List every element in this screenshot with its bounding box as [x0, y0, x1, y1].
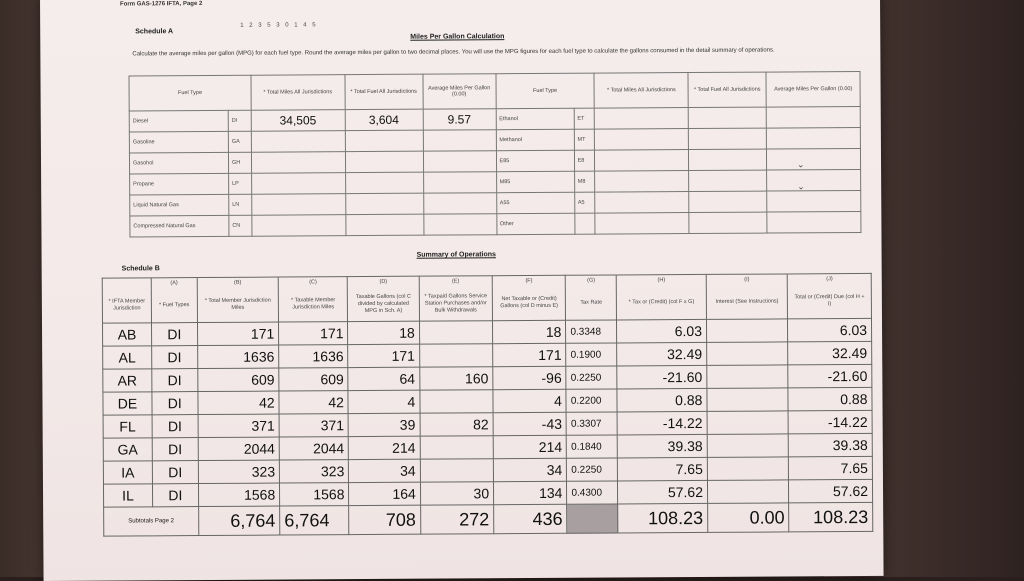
tax-rate-cell: 0.1900	[566, 343, 617, 366]
col-letter: (G)	[566, 275, 617, 286]
mpg-row	[130, 211, 861, 236]
fuel-name-right: M85	[496, 171, 574, 192]
tax-cell[interactable]: -14.22	[617, 411, 707, 435]
avg-mpg-input-right[interactable]	[767, 169, 861, 191]
col-letter: (E)	[419, 276, 492, 287]
total-fuel-input[interactable]	[345, 214, 423, 235]
subtotals-row	[104, 502, 873, 536]
total-due-cell[interactable]: 7.65	[789, 456, 873, 480]
taxpaid-gallons-cell[interactable]	[420, 436, 493, 459]
total-miles-input[interactable]	[251, 152, 345, 174]
fuel-type-cell[interactable]: DI	[152, 415, 198, 438]
total-due-cell[interactable]: 57.62	[789, 479, 873, 503]
net-gallons-cell[interactable]: 214	[493, 435, 566, 458]
total-miles-cell[interactable]: 1636	[197, 345, 279, 368]
col-letter	[102, 278, 151, 289]
avg-mpg-input[interactable]	[423, 151, 496, 172]
taxpaid-gallons-cell[interactable]	[420, 459, 493, 482]
total-due-cell[interactable]: 0.88	[788, 387, 872, 411]
col-header: Taxable Gallons (col C divided by calculated MPG in Sch. A)	[348, 287, 420, 322]
fuel-code-right: A5	[574, 192, 595, 213]
form-page	[40, 0, 884, 581]
total-miles-cell[interactable]: 323	[198, 460, 280, 483]
avg-mpg-header-right: Average Miles Per Gallon (0.00)	[766, 71, 860, 107]
taxpaid-gallons-cell[interactable]: 82	[420, 413, 493, 436]
interest-cell[interactable]	[706, 319, 788, 342]
total-fuel-input-right[interactable]	[689, 191, 767, 212]
total-miles-cell[interactable]: 42	[198, 391, 280, 414]
fuel-code: CN	[229, 215, 252, 236]
fuel-name: Compressed Natural Gas	[130, 215, 229, 237]
summary-of-operations-title: Summary of Operations	[416, 251, 496, 259]
tax-cell[interactable]: 57.62	[618, 480, 708, 504]
fuel-type-cell[interactable]: DI	[152, 484, 198, 507]
net-gallons-cell[interactable]: -43	[493, 412, 566, 435]
avg-mpg-input[interactable]: 9.57	[423, 109, 496, 130]
fuel-code: DI	[228, 110, 251, 131]
total-miles-cell[interactable]: 609	[197, 368, 279, 391]
taxable-gallons-cell[interactable]: 18	[348, 321, 419, 344]
fuel-code-right: MT	[574, 129, 595, 150]
avg-mpg-input[interactable]	[423, 214, 496, 235]
taxpaid-gallons-cell[interactable]	[419, 344, 492, 367]
fuel-name-right: Other	[496, 213, 574, 234]
taxable-gallons-cell[interactable]: 39	[348, 413, 419, 436]
pen-mark: ⌄	[797, 159, 805, 170]
fuel-code: LN	[229, 194, 252, 215]
col-header: * IFTA Member Jurisdiction	[102, 288, 151, 323]
total-fuel-input[interactable]	[345, 130, 423, 151]
total-miles-input[interactable]: 34,505	[251, 110, 345, 132]
col-letter: (J)	[788, 273, 872, 284]
avg-mpg-input-right[interactable]	[767, 148, 861, 170]
avg-mpg-input-right[interactable]	[767, 211, 861, 233]
total-miles-input[interactable]	[251, 131, 345, 153]
total-due-cell[interactable]: 32.49	[788, 341, 872, 365]
fuel-name-right: E85	[496, 150, 574, 171]
fuel-code: LP	[229, 173, 252, 194]
total-fuel-input-right[interactable]	[688, 107, 766, 128]
col-letter: (F)	[492, 275, 565, 286]
fuel-type-cell[interactable]: DI	[152, 438, 198, 461]
taxpaid-gallons-cell[interactable]	[419, 321, 492, 344]
subtotal-taxpaid-gallons[interactable]: 272	[420, 505, 494, 534]
jurisdiction-cell[interactable]: FL	[103, 415, 152, 438]
total-miles-cell[interactable]: 2044	[198, 437, 280, 460]
taxable-miles-cell[interactable]: 1568	[280, 483, 349, 506]
total-miles-input[interactable]	[251, 173, 345, 195]
total-miles-cell[interactable]: 171	[197, 322, 279, 345]
avg-mpg-input-right[interactable]	[767, 190, 861, 212]
fuel-code-right: ET	[574, 108, 595, 129]
interest-cell[interactable]	[707, 457, 789, 480]
operations-header	[102, 284, 871, 323]
avg-mpg-input[interactable]	[423, 193, 496, 214]
total-miles-input-right[interactable]	[595, 171, 689, 193]
tax-cell[interactable]: 7.65	[618, 457, 708, 481]
fuel-name-right: A55	[496, 192, 574, 213]
col-header: * Tax or (Credit) (col F x G)	[617, 285, 707, 320]
col-letter: (D)	[348, 276, 419, 287]
total-miles-input-right[interactable]	[595, 129, 689, 151]
taxable-gallons-cell[interactable]: 171	[348, 344, 419, 367]
tax-rate-cell: 0.4300	[567, 481, 618, 504]
col-letter: (B)	[197, 277, 279, 288]
net-gallons-cell[interactable]: 18	[493, 320, 566, 343]
fuel-type-cell[interactable]: DI	[152, 392, 198, 415]
interest-cell[interactable]	[707, 411, 789, 434]
total-miles-input[interactable]	[252, 194, 346, 216]
subtotal-taxable-miles[interactable]: 6,764	[280, 506, 349, 535]
jurisdiction-cell[interactable]: IL	[103, 484, 152, 507]
jurisdiction-cell[interactable]: AR	[103, 369, 152, 392]
operations-table	[102, 273, 874, 537]
taxable-miles-cell[interactable]: 371	[279, 414, 348, 437]
col-header: Total or (Credit) Due (col H + I)	[788, 284, 872, 319]
total-due-cell[interactable]: -21.60	[788, 364, 872, 388]
form-id: Form GAS-1276 IFTA, Page 2	[120, 1, 203, 8]
total-miles-cell[interactable]: 1568	[198, 483, 280, 506]
tax-cell[interactable]: -21.60	[617, 365, 707, 389]
total-fuel-input[interactable]	[345, 193, 423, 214]
total-due-cell[interactable]: 6.03	[788, 318, 872, 342]
taxpaid-gallons-cell[interactable]: 160	[419, 367, 492, 390]
interest-cell[interactable]	[707, 365, 789, 388]
subtotal-net-gallons[interactable]: 436	[494, 504, 568, 533]
col-header: Net Taxable or (Credit) Gallons (col D minus E)	[492, 286, 566, 321]
total-fuel-input-right[interactable]	[689, 212, 767, 233]
net-gallons-cell[interactable]: 134	[494, 481, 567, 504]
fuel-code-right	[574, 213, 595, 234]
col-header: Interest (See Instructions)	[706, 284, 788, 319]
subtotal-interest[interactable]: 0.00	[708, 503, 790, 532]
total-fuel-input[interactable]	[345, 151, 423, 172]
jurisdiction-cell[interactable]: IA	[103, 461, 152, 484]
col-letter: (C)	[278, 277, 347, 288]
avg-mpg-input[interactable]	[423, 172, 496, 193]
total-miles-header-right: * Total Miles All Jurisdictions	[594, 73, 688, 109]
fuel-type-cell[interactable]: DI	[152, 369, 198, 392]
taxable-miles-cell[interactable]: 171	[279, 322, 348, 345]
fuel-code-right: E8	[574, 150, 595, 171]
fuel-name-right: Methanol	[496, 129, 574, 150]
total-due-cell[interactable]: -14.22	[788, 410, 872, 434]
col-letter: (A)	[151, 278, 197, 289]
total-fuel-input[interactable]	[345, 172, 423, 193]
taxable-miles-cell[interactable]: 323	[280, 460, 349, 483]
fuel-type-cell[interactable]: DI	[152, 346, 198, 369]
interest-cell[interactable]	[707, 388, 789, 411]
tax-rate-cell: 0.3348	[566, 320, 617, 343]
total-due-cell[interactable]: 39.38	[789, 433, 873, 457]
taxable-gallons-cell[interactable]: 64	[348, 367, 419, 390]
taxable-miles-cell[interactable]: 609	[279, 368, 348, 391]
tax-cell[interactable]: 39.38	[617, 434, 707, 458]
net-gallons-cell[interactable]: -96	[493, 366, 566, 389]
mpg-table-header	[129, 71, 860, 110]
tax-cell[interactable]: 32.49	[617, 342, 707, 366]
fuel-name-right: Ethanol	[496, 108, 574, 129]
total-miles-input-right[interactable]	[595, 150, 689, 172]
taxable-gallons-cell[interactable]: 164	[349, 482, 420, 505]
jurisdiction-cell[interactable]: GA	[103, 438, 152, 461]
subtotal-taxable-gallons[interactable]: 708	[349, 505, 420, 534]
subtotals-label: Subtotals Page 2	[104, 507, 199, 537]
subtotal-total-miles[interactable]: 6,764	[198, 506, 280, 535]
col-header: Tax Rate	[566, 285, 617, 320]
tax-rate-cell: 0.2250	[567, 458, 618, 481]
total-fuel-input-right[interactable]	[689, 149, 767, 170]
schedule-a-instructions: Calculate the average miles per gallon (MPG) for each fuel type. Round the average miles per gallon to two decimal places. You will use the MPG figures for each fuel type to calculate the gallons consumed in the detail summary of operations.	[132, 47, 775, 58]
schedule-a-label: Schedule A	[135, 28, 174, 36]
interest-cell[interactable]	[707, 480, 789, 503]
fuel-name: Propane	[130, 173, 229, 195]
subtotal-tax[interactable]: 108.23	[618, 503, 708, 533]
col-header: * Taxpaid Gallons Service Station Purchases and/or Bulk Withdrawals	[419, 286, 493, 321]
total-fuel-header-right: * Total Fuel All Jurisdictions	[688, 72, 766, 107]
fuel-type-header: Fuel Type	[129, 75, 251, 111]
taxable-miles-cell[interactable]: 2044	[279, 437, 348, 460]
total-miles-cell[interactable]: 371	[198, 414, 280, 437]
taxpaid-gallons-cell[interactable]: 30	[420, 482, 493, 505]
fuel-type-header-right: Fuel Type	[495, 73, 594, 109]
jurisdiction-cell[interactable]: DE	[103, 392, 152, 415]
total-fuel-input[interactable]: 3,604	[345, 109, 423, 130]
tax-rate-cell: 0.2200	[566, 389, 617, 412]
interest-cell[interactable]	[707, 434, 789, 457]
fuel-code: GA	[228, 131, 251, 152]
fuel-name: Liquid Natural Gas	[130, 194, 229, 216]
jurisdiction-cell[interactable]: AL	[103, 346, 152, 369]
fuel-code: GH	[228, 152, 251, 173]
fuel-name: Diesel	[129, 110, 228, 132]
tax-rate-cell: 0.2250	[566, 366, 617, 389]
total-miles-input[interactable]	[252, 215, 346, 237]
account-number: 1 2 3 5 3 0 1 4 5	[240, 22, 318, 29]
avg-mpg-header: Average Miles Per Gallon (0.00)	[423, 74, 496, 109]
tax-rate-cell: 0.3307	[566, 412, 617, 435]
col-header: * Total Member Jurisdiction Miles	[197, 288, 279, 323]
fuel-code-right: M8	[574, 171, 595, 192]
col-header: * Taxable Member Jurisdiction Miles	[278, 287, 347, 322]
total-fuel-input-right[interactable]	[689, 170, 767, 191]
col-header: * Fuel Types	[151, 288, 197, 323]
avg-mpg-input[interactable]	[423, 130, 496, 151]
col-letter: (I)	[706, 274, 788, 285]
tax-rate-cell: 0.1840	[567, 435, 618, 458]
taxable-miles-cell[interactable]: 1636	[279, 345, 348, 368]
total-fuel-input-right[interactable]	[688, 128, 766, 149]
mpg-table	[128, 71, 861, 237]
fuel-name: Gasoline	[129, 131, 228, 153]
interest-cell[interactable]	[707, 342, 789, 365]
subtotal-rate-shaded	[567, 504, 618, 533]
taxable-miles-cell[interactable]: 42	[279, 391, 348, 414]
net-gallons-cell[interactable]: 4	[493, 389, 566, 412]
avg-mpg-input-right[interactable]	[766, 106, 860, 128]
fuel-type-cell[interactable]: DI	[151, 323, 197, 346]
total-miles-input-right[interactable]	[595, 108, 689, 130]
jurisdiction-cell[interactable]: AB	[102, 323, 151, 346]
taxable-gallons-cell[interactable]: 214	[349, 436, 420, 459]
pen-mark: ⌄	[797, 181, 805, 192]
taxpaid-gallons-cell[interactable]	[420, 390, 493, 413]
total-miles-input-right[interactable]	[595, 192, 689, 214]
mpg-calculation-title: Miles Per Gallon Calculation	[410, 33, 505, 41]
net-gallons-cell[interactable]: 34	[493, 458, 566, 481]
taxable-gallons-cell[interactable]: 4	[348, 390, 419, 413]
taxable-gallons-cell[interactable]: 34	[349, 459, 420, 482]
fuel-type-cell[interactable]: DI	[152, 461, 198, 484]
schedule-b-label: Schedule B	[121, 265, 160, 273]
net-gallons-cell[interactable]: 171	[493, 343, 566, 366]
total-miles-header: * Total Miles All Jurisdictions	[251, 75, 345, 111]
tax-cell[interactable]: 0.88	[617, 388, 707, 412]
total-fuel-header: * Total Fuel All Jurisdictions	[345, 74, 423, 109]
total-miles-input-right[interactable]	[595, 213, 689, 235]
col-letter: (H)	[617, 274, 707, 285]
avg-mpg-input-right[interactable]	[767, 127, 861, 149]
subtotal-total-due[interactable]: 108.23	[789, 502, 873, 532]
fuel-name: Gasohol	[129, 152, 228, 174]
tax-cell[interactable]: 6.03	[617, 319, 707, 343]
